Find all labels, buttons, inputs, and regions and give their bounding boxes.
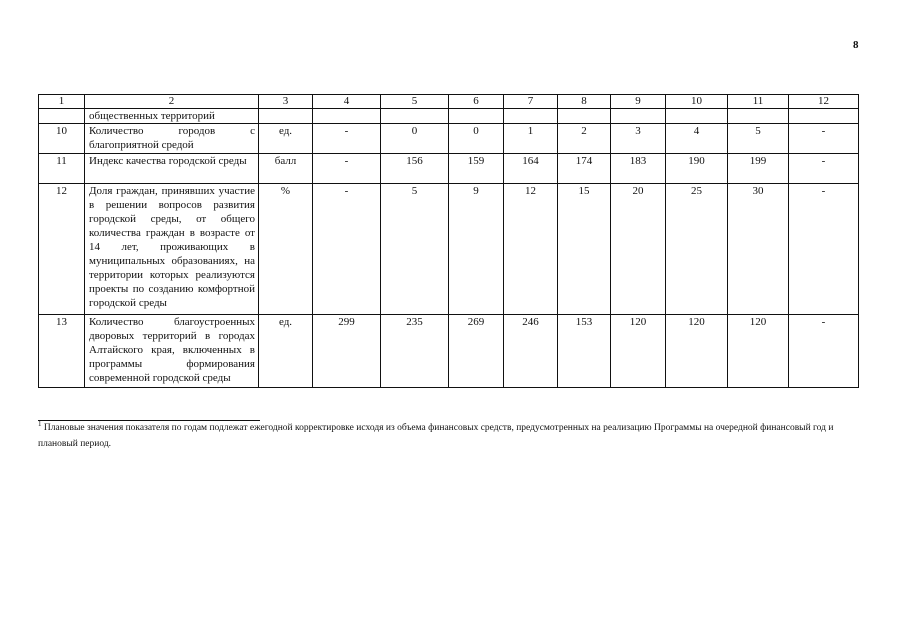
value-cell: 164 — [504, 154, 558, 184]
value-cell: - — [313, 124, 381, 154]
value-cell: 156 — [381, 154, 449, 184]
value-cell: 5 — [728, 124, 789, 154]
unit-cell — [259, 109, 313, 124]
indicator-name: Доля граждан, принявших участие в решении вопросов развития городской среды, от общего количества граждан в возрасте от 14 лет, проживающих в муниципальных образованиях, на территории которых реализуются проекты по созданию комфортной городской среды — [85, 184, 259, 315]
value-cell — [789, 109, 859, 124]
value-cell — [381, 109, 449, 124]
value-cell: 15 — [558, 184, 611, 315]
value-cell: 190 — [666, 154, 728, 184]
value-cell: 153 — [558, 315, 611, 388]
value-cell: 2 — [558, 124, 611, 154]
header-cell: 5 — [381, 95, 449, 109]
table-row — [39, 124, 859, 154]
unit-cell: ед. — [259, 315, 313, 388]
value-cell: 199 — [728, 154, 789, 184]
value-cell: 299 — [313, 315, 381, 388]
value-cell — [558, 109, 611, 124]
value-cell: 1 — [504, 124, 558, 154]
value-cell: 30 — [728, 184, 789, 315]
value-cell: 120 — [611, 315, 666, 388]
table-row — [39, 184, 859, 315]
value-cell: 235 — [381, 315, 449, 388]
value-cell — [728, 109, 789, 124]
value-cell: 4 — [666, 124, 728, 154]
header-cell: 6 — [449, 95, 504, 109]
value-cell: 20 — [611, 184, 666, 315]
header-cell: 7 — [504, 95, 558, 109]
header-cell: 2 — [85, 95, 259, 109]
value-cell: 174 — [558, 154, 611, 184]
page-number: 8 — [853, 39, 859, 51]
num-cell — [39, 109, 85, 124]
table-header-row — [39, 95, 859, 109]
value-cell: - — [789, 154, 859, 184]
footnote-marker: 1 — [38, 419, 42, 428]
indicator-name: Количество городов с благоприятной средой — [85, 124, 259, 154]
value-cell — [611, 109, 666, 124]
num-cell: 13 — [39, 315, 85, 388]
header-cell: 12 — [789, 95, 859, 109]
value-cell — [504, 109, 558, 124]
value-cell: 25 — [666, 184, 728, 315]
value-cell: 3 — [611, 124, 666, 154]
value-cell: 246 — [504, 315, 558, 388]
value-cell: 120 — [728, 315, 789, 388]
value-cell: 120 — [666, 315, 728, 388]
value-cell: - — [789, 315, 859, 388]
header-cell: 9 — [611, 95, 666, 109]
continuation-text: общественных территорий — [85, 109, 259, 124]
value-cell: - — [313, 154, 381, 184]
value-cell: 5 — [381, 184, 449, 315]
value-cell: 12 — [504, 184, 558, 315]
indicator-name: Индекс качества городской среды — [85, 154, 259, 184]
header-cell: 1 — [39, 95, 85, 109]
unit-cell: % — [259, 184, 313, 315]
table-row — [39, 109, 859, 124]
footnote — [38, 420, 860, 452]
header-cell: 8 — [558, 95, 611, 109]
table-row — [39, 154, 859, 184]
value-cell — [313, 109, 381, 124]
value-cell: - — [313, 184, 381, 315]
value-cell — [449, 109, 504, 124]
table-row — [39, 315, 859, 388]
unit-cell: ед. — [259, 124, 313, 154]
value-cell: 183 — [611, 154, 666, 184]
value-cell — [666, 109, 728, 124]
header-cell: 11 — [728, 95, 789, 109]
value-cell: 159 — [449, 154, 504, 184]
value-cell: 9 — [449, 184, 504, 315]
value-cell: 0 — [449, 124, 504, 154]
header-cell: 3 — [259, 95, 313, 109]
value-cell: - — [789, 124, 859, 154]
footnote-text: Плановые значения показателя по годам подлежат ежегодной корректировке исходя из объема финансовых средств, предусмотренных на реализацию Программы на очередной финансовый год и плановый период. — [38, 423, 834, 449]
header-cell: 10 — [666, 95, 728, 109]
value-cell: 0 — [381, 124, 449, 154]
num-cell: 10 — [39, 124, 85, 154]
indicator-name: Количество благоустроенных дворовых территорий в городах Алтайского края, включенных в программы формирования современной городской среды — [85, 315, 259, 388]
unit-cell: балл — [259, 154, 313, 184]
value-cell: - — [789, 184, 859, 315]
num-cell: 11 — [39, 154, 85, 184]
value-cell: 269 — [449, 315, 504, 388]
indicators-table — [38, 94, 859, 388]
num-cell: 12 — [39, 184, 85, 315]
header-cell: 4 — [313, 95, 381, 109]
